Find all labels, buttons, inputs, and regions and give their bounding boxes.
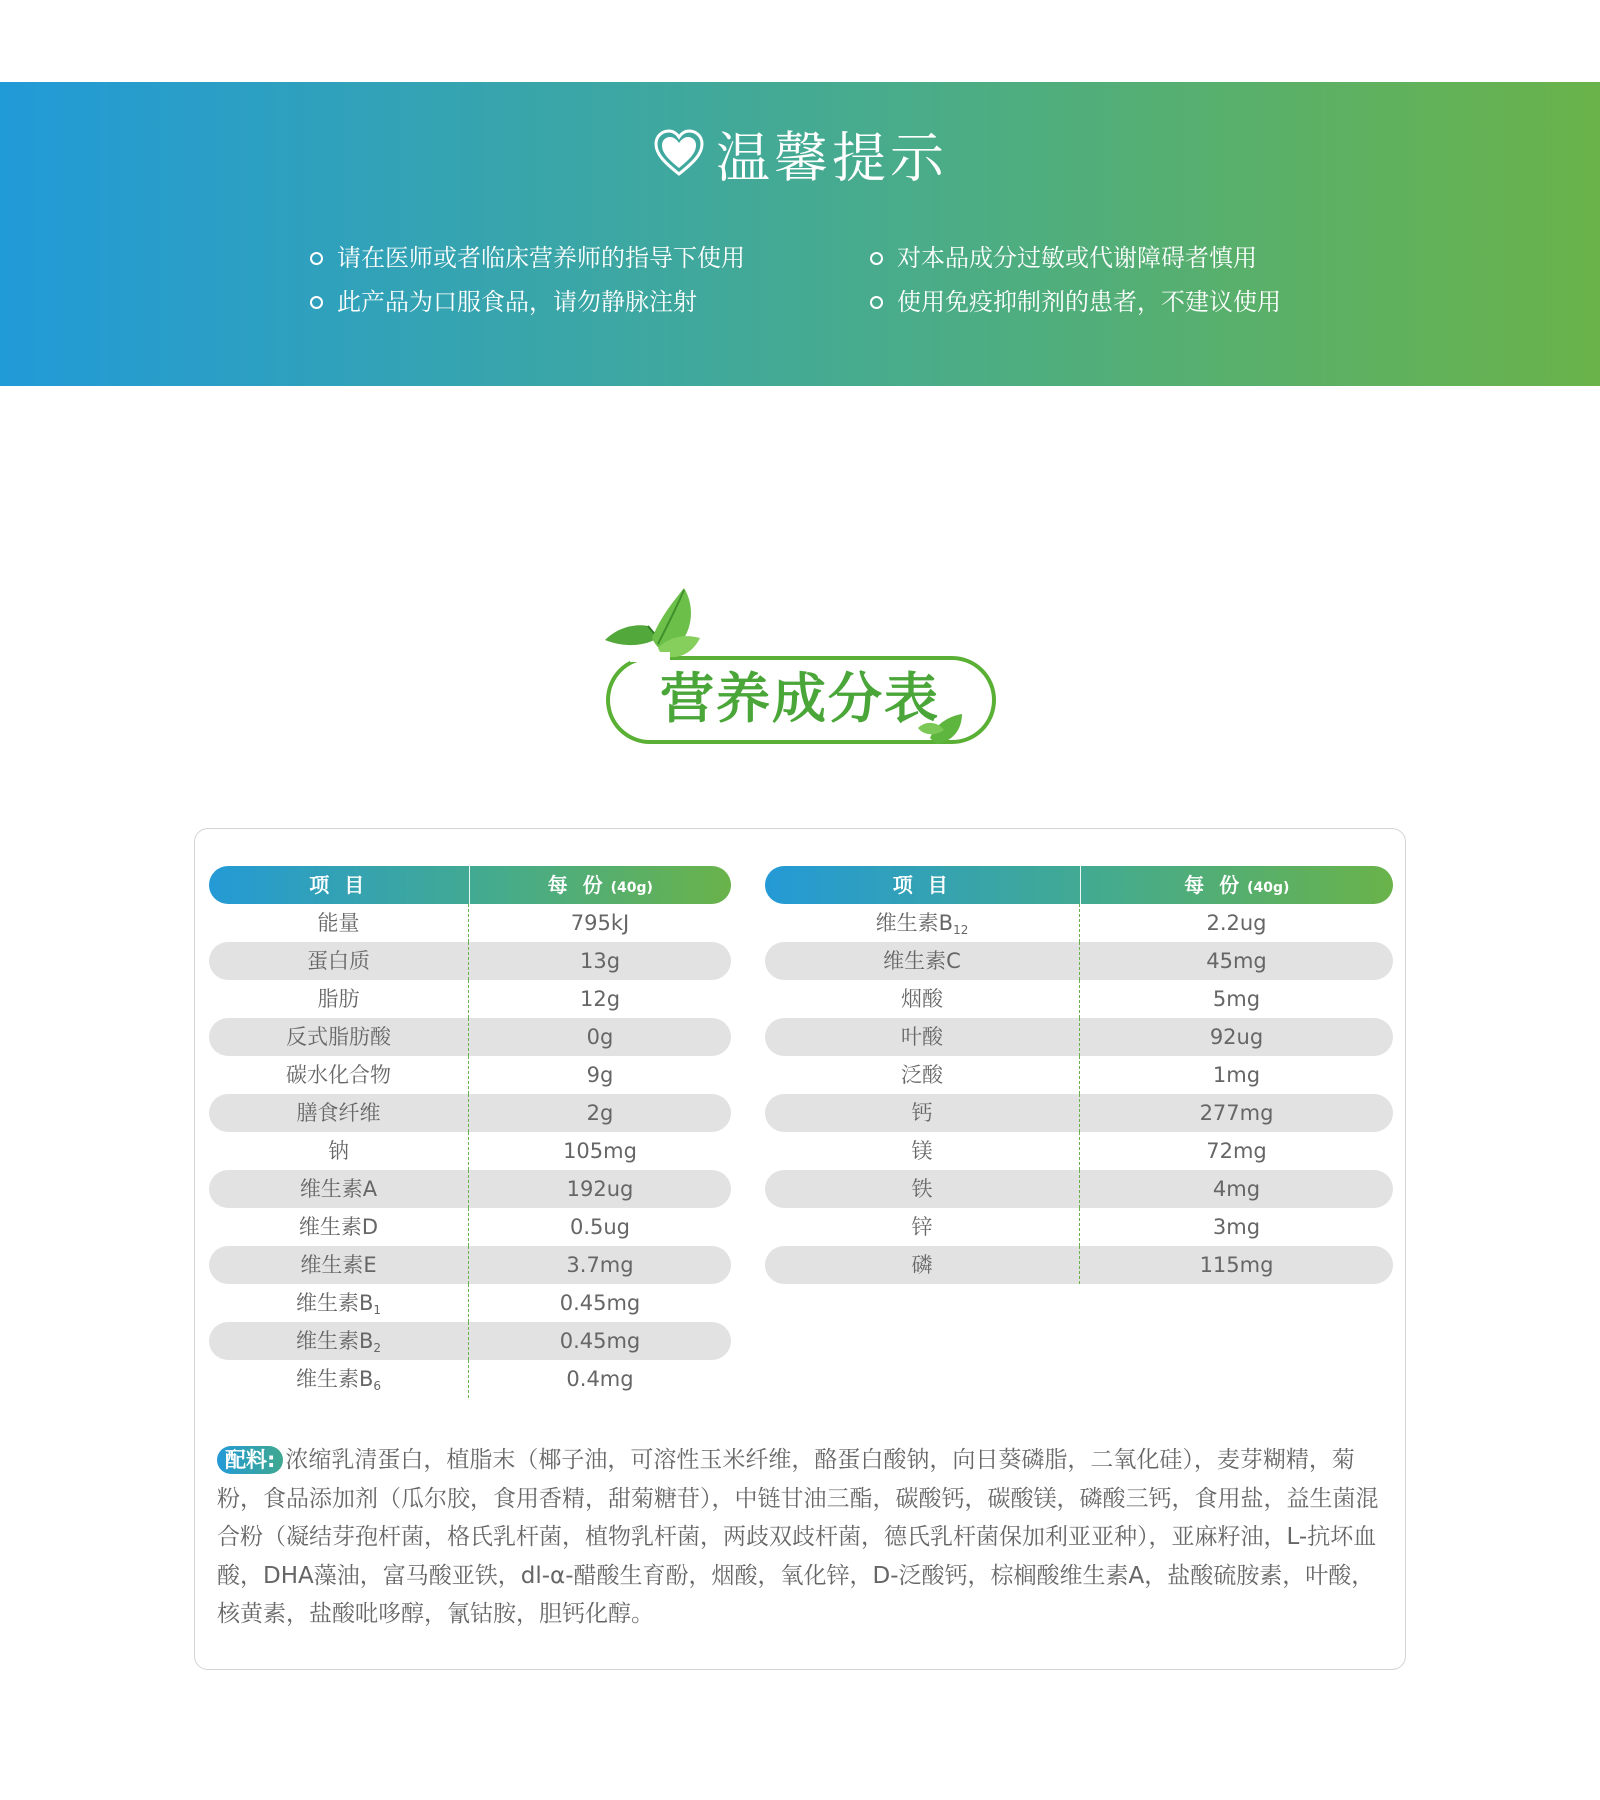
nutrient-value: 0.5ug xyxy=(569,1215,631,1239)
nutrient-name: 碳水化合物 xyxy=(209,1056,469,1094)
table-row xyxy=(209,1094,731,1132)
tips-title: 温馨提示 xyxy=(0,120,1600,193)
nutrient-name: 维生素A xyxy=(209,1170,469,1208)
nutrient-name: 磷 xyxy=(765,1246,1080,1284)
nutrient-name: 蛋白质 xyxy=(209,942,469,980)
tip-item: 此产品为口服食品，请勿静脉注射 xyxy=(310,280,745,324)
table-row xyxy=(209,1284,731,1322)
nutrition-card xyxy=(194,828,1406,1670)
nutrient-value: 3mg xyxy=(1212,1215,1261,1239)
nutrient-name: 反式脂肪酸 xyxy=(209,1018,469,1056)
tip-item: 使用免疫抑制剂的患者，不建议使用 xyxy=(870,280,1281,324)
bullet-icon xyxy=(870,252,883,265)
table-row xyxy=(765,904,1393,942)
nutrient-value: 0.45mg xyxy=(559,1329,641,1353)
table-row xyxy=(209,1132,731,1170)
table-header xyxy=(209,866,731,904)
table-row xyxy=(765,980,1393,1018)
tips-banner xyxy=(0,82,1600,386)
nutrient-name: 能量 xyxy=(209,904,469,942)
nutrient-value: 115mg xyxy=(1199,1253,1274,1277)
nutrient-name: 锌 xyxy=(765,1208,1080,1246)
nutrition-table-right xyxy=(765,866,1393,1284)
table-row xyxy=(765,1208,1393,1246)
nutrient-name: 叶酸 xyxy=(765,1018,1080,1056)
tips-right-column xyxy=(870,236,1281,324)
nutrient-value: 5mg xyxy=(1212,987,1261,1011)
table-row xyxy=(209,980,731,1018)
bullet-icon xyxy=(310,296,323,309)
table-row xyxy=(209,1322,731,1360)
nutrient-value: 3.7mg xyxy=(566,1253,634,1277)
table-row xyxy=(209,1360,731,1398)
nutrient-name: 脂肪 xyxy=(209,980,469,1018)
nutrient-value: 13g xyxy=(579,949,621,973)
header-per-serving: 每 份 (40g) xyxy=(547,873,653,897)
nutrient-name: 维生素C xyxy=(765,942,1080,980)
tip-item: 请在医师或者临床营养师的指导下使用 xyxy=(310,236,745,280)
nutrient-name: 镁 xyxy=(765,1132,1080,1170)
nutrient-name: 维生素E xyxy=(209,1246,469,1284)
table-row xyxy=(765,1056,1393,1094)
nutrient-name: 维生素$B_1$ xyxy=(209,1284,469,1322)
nutrient-name: 烟酸 xyxy=(765,980,1080,1018)
table-row xyxy=(209,942,731,980)
bullet-icon xyxy=(310,252,323,265)
nutrition-heading: 营养成分表 xyxy=(660,667,940,730)
table-header xyxy=(765,866,1393,904)
nutrition-heading-badge xyxy=(600,578,1010,753)
nutrient-value: 12g xyxy=(579,987,621,1011)
nutrient-name: 维生素$B_{12}$ xyxy=(765,904,1080,942)
nutrient-value: 1mg xyxy=(1212,1063,1261,1087)
header-item: 项 目 xyxy=(765,866,1081,904)
ingredients-paragraph xyxy=(217,1441,1389,1634)
nutrient-name: 铁 xyxy=(765,1170,1080,1208)
tips-left-column xyxy=(310,236,745,324)
nutrient-name: 钠 xyxy=(209,1132,469,1170)
bullet-icon xyxy=(870,296,883,309)
table-row xyxy=(209,1018,731,1056)
nutrient-value: 0g xyxy=(586,1025,614,1049)
nutrient-value: 277mg xyxy=(1199,1101,1274,1125)
heart-icon xyxy=(652,126,706,180)
nutrient-value: 795kJ xyxy=(570,911,630,935)
table-row xyxy=(765,1170,1393,1208)
nutrient-value: 0.45mg xyxy=(559,1291,641,1315)
table-row xyxy=(765,1132,1393,1170)
header-per-serving: 每 份 (40g) xyxy=(1184,873,1290,897)
table-row xyxy=(209,904,731,942)
nutrition-table-left xyxy=(209,866,731,1398)
header-item: 项 目 xyxy=(209,866,470,904)
table-row xyxy=(765,1246,1393,1284)
nutrient-value: 2g xyxy=(586,1101,614,1125)
ingredients-label: 配料: xyxy=(217,1446,283,1474)
nutrient-name: 维生素$B_2$ xyxy=(209,1322,469,1360)
nutrient-value: 4mg xyxy=(1212,1177,1261,1201)
nutrient-name: 钙 xyxy=(765,1094,1080,1132)
nutrient-value: 9g xyxy=(586,1063,614,1087)
nutrient-value: 92ug xyxy=(1209,1025,1264,1049)
table-row xyxy=(209,1208,731,1246)
tip-item: 对本品成分过敏或代谢障碍者慎用 xyxy=(870,236,1281,280)
nutrient-value: 0.4mg xyxy=(566,1367,634,1391)
nutrient-name: 膳食纤维 xyxy=(209,1094,469,1132)
ingredients-text: 浓缩乳清蛋白，植脂末（椰子油，可溶性玉米纤维，酪蛋白酸钠，向日葵磷脂，二氧化硅），麦芽糊精，菊粉，食品添加剂（瓜尔胶，食用香精，甜菊糖苷），中链甘油三酯，碳酸钙，碳酸镁，磷酸三钙，食用盐，益生菌混合粉（凝结芽孢杆菌，格氏乳杆菌，植物乳杆菌，两歧双歧杆菌，德氏乳杆菌保加利亚亚种），亚麻籽油，L-抗坏血酸，DHA藻油，富马酸亚铁，dl-α-醋酸生育酚，烟酸，氧化锌，D-泛酸钙，棕榈酸维生素A，盐酸硫胺素，叶酸，核黄素，盐酸吡哆醇，氰钴胺，胆钙化醇。 xyxy=(217,1447,1379,1627)
table-row xyxy=(209,1170,731,1208)
table-row xyxy=(765,1018,1393,1056)
table-row xyxy=(765,1094,1393,1132)
nutrient-value: 192ug xyxy=(566,1177,634,1201)
nutrient-value: 2.2ug xyxy=(1206,911,1267,935)
nutrient-value: 72mg xyxy=(1206,1139,1267,1163)
nutrient-name: 泛酸 xyxy=(765,1056,1080,1094)
nutrient-name: 维生素$B_6$ xyxy=(209,1360,469,1398)
table-row xyxy=(209,1056,731,1094)
nutrient-name: 维生素D xyxy=(209,1208,469,1246)
nutrient-value: 105mg xyxy=(563,1139,637,1163)
table-row xyxy=(765,942,1393,980)
table-row xyxy=(209,1246,731,1284)
nutrient-value: 45mg xyxy=(1206,949,1267,973)
